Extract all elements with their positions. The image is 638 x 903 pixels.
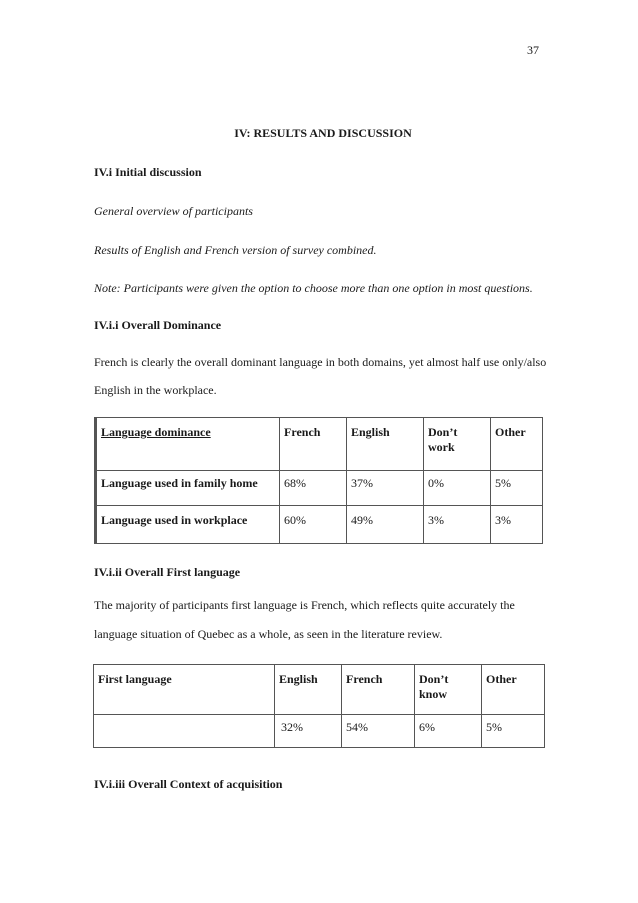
table-cell: 32% (275, 715, 342, 748)
table-cell: 49% (347, 506, 424, 544)
dont-know-label: Don’t know (419, 672, 449, 701)
table-cell: 37% (347, 471, 424, 506)
table-cell (94, 715, 275, 748)
general-overview-text: General overview of participants (94, 204, 253, 218)
table-header-cell: Language dominance (96, 418, 280, 471)
table-header-cell: Other (482, 665, 545, 715)
page-number: 37 (527, 43, 539, 57)
table-cell: Language used in family home (96, 471, 280, 506)
table-header-cell: French (280, 418, 347, 471)
table-cell: 5% (482, 715, 545, 748)
language-dominance-table (94, 417, 543, 544)
chapter-title: IV: RESULTS AND DISCUSSION (234, 126, 412, 140)
table-header-cell: English (347, 418, 424, 471)
table-header-row (96, 418, 543, 471)
table-cell: 3% (491, 506, 543, 544)
table-cell: 3% (424, 506, 491, 544)
section-heading-initial-discussion: IV.i Initial discussion (94, 165, 202, 179)
section-heading-context-of-acquisition: IV.i.iii Overall Context of acquisition (94, 777, 283, 791)
participants-note-text: Note: Participants were given the option to choose more than one option in most questions. (94, 281, 533, 295)
table-row (94, 715, 545, 748)
table-cell: 54% (342, 715, 415, 748)
table-header-cell: Don’t work (424, 418, 491, 471)
table-cell: 0% (424, 471, 491, 506)
table-cell: 60% (280, 506, 347, 544)
section-heading-overall-dominance: IV.i.i Overall Dominance (94, 318, 222, 332)
first-language-paragraph-line-1: The majority of participants first language is French, which reflects quite accurately the (94, 598, 515, 612)
table-header-cell: English (275, 665, 342, 715)
table-header-cell (415, 665, 482, 715)
dominance-paragraph-line-1: French is clearly the overall dominant language in both domains, yet almost half use only/also (94, 355, 547, 369)
first-language-table (93, 664, 545, 748)
table-row (96, 506, 543, 544)
table-cell: 5% (491, 471, 543, 506)
results-combined-text: Results of English and French version of survey combined. (94, 243, 377, 257)
table-header-cell: Other (491, 418, 543, 471)
first-language-paragraph-line-2: language situation of Quebec as a whole, as seen in the literature review. (94, 627, 443, 641)
section-heading-overall-first-language: IV.i.ii Overall First language (94, 565, 241, 579)
table-header-cell: First language (94, 665, 275, 715)
table-cell: 68% (280, 471, 347, 506)
table-cell: Language used in workplace (96, 506, 280, 544)
table-header-cell: French (342, 665, 415, 715)
table-cell: 6% (415, 715, 482, 748)
table-header-row (94, 665, 545, 715)
dominance-paragraph-line-2: English in the workplace. (94, 383, 217, 397)
table-row (96, 471, 543, 506)
